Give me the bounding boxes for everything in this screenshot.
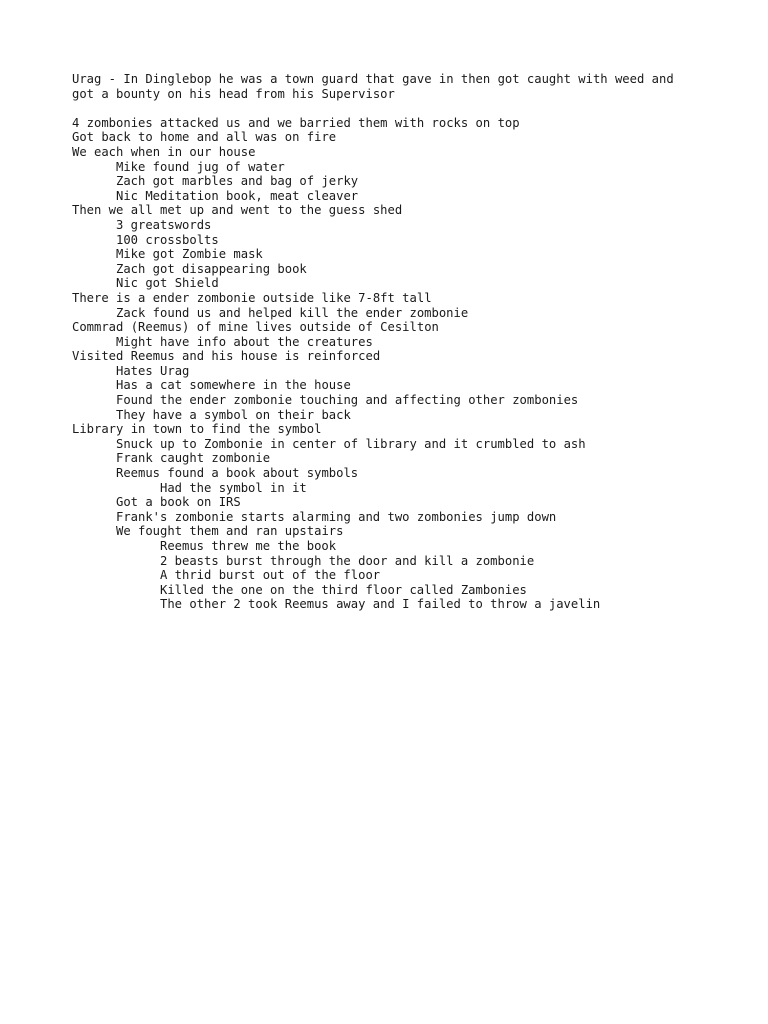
note-line: Had the symbol in it bbox=[160, 480, 307, 495]
note-line: Visited Reemus and his house is reinforced bbox=[72, 349, 381, 364]
blank-line bbox=[72, 101, 712, 116]
note-line: 2 beasts burst through the door and kill a zombonie bbox=[160, 553, 535, 568]
note-line: Zack found us and helped kill the ender zombonie bbox=[116, 305, 469, 320]
note-line: Mike found jug of water bbox=[116, 159, 285, 174]
note-line: The other 2 took Reemus away and I failed to throw a javelin bbox=[160, 597, 601, 612]
note-line: Hates Urag bbox=[116, 363, 190, 378]
note-line: Got back to home and all was on fire bbox=[72, 130, 337, 145]
note-line: They have a symbol on their back bbox=[116, 407, 351, 422]
note-line: We fought them and ran upstairs bbox=[116, 524, 344, 539]
note-line: 4 zombonies attacked us and we barried them with rocks on top bbox=[72, 115, 520, 130]
note-line: Zach got disappearing book bbox=[116, 261, 307, 276]
document-page bbox=[72, 72, 712, 612]
note-line: A thrid burst out of the floor bbox=[160, 568, 381, 583]
note-line: Reemus found a book about symbols bbox=[116, 466, 359, 481]
notes-list bbox=[72, 116, 712, 612]
note-line: Might have info about the creatures bbox=[116, 334, 373, 349]
note-line: Nic Meditation book, meat cleaver bbox=[116, 188, 359, 203]
note-line: Nic got Shield bbox=[116, 276, 219, 291]
note-line: Reemus threw me the book bbox=[160, 539, 337, 553]
note-line: 100 crossbolts bbox=[116, 232, 219, 247]
note-line: Then we all met up and went to the guess shed bbox=[72, 203, 403, 218]
note-line: There is a ender zombonie outside like 7-8ft tall bbox=[72, 290, 432, 305]
note-line: 3 greatswords bbox=[116, 217, 212, 232]
note-line: Commrad (Reemus) of mine lives outside of Cesilton bbox=[72, 320, 439, 335]
note-line: Got a book on IRS bbox=[116, 495, 241, 510]
note-line: Frank's zombonie starts alarming and two zombonies jump down bbox=[116, 509, 557, 524]
intro-line: Urag - In Dinglebop he was a town guard that gave in then got caught with weed and bbox=[72, 72, 674, 86]
note-line: We each when in our house bbox=[72, 144, 256, 159]
note-line: Snuck up to Zombonie in center of library and it crumbled to ash bbox=[116, 436, 586, 451]
note-line: Mike got Zombie mask bbox=[116, 247, 263, 262]
note-line: Has a cat somewhere in the house bbox=[116, 378, 351, 393]
note-line: Zach got marbles and bag of jerky bbox=[116, 174, 359, 189]
note-line: Frank caught zombonie bbox=[116, 451, 271, 466]
note-line: Killed the one on the third floor called Zambonies bbox=[160, 582, 527, 597]
note-line: Library in town to find the symbol bbox=[72, 422, 322, 437]
intro-line: got a bounty on his head from his Supervisor bbox=[72, 86, 395, 101]
note-line: Found the ender zombonie touching and affecting other zombonies bbox=[116, 393, 579, 408]
